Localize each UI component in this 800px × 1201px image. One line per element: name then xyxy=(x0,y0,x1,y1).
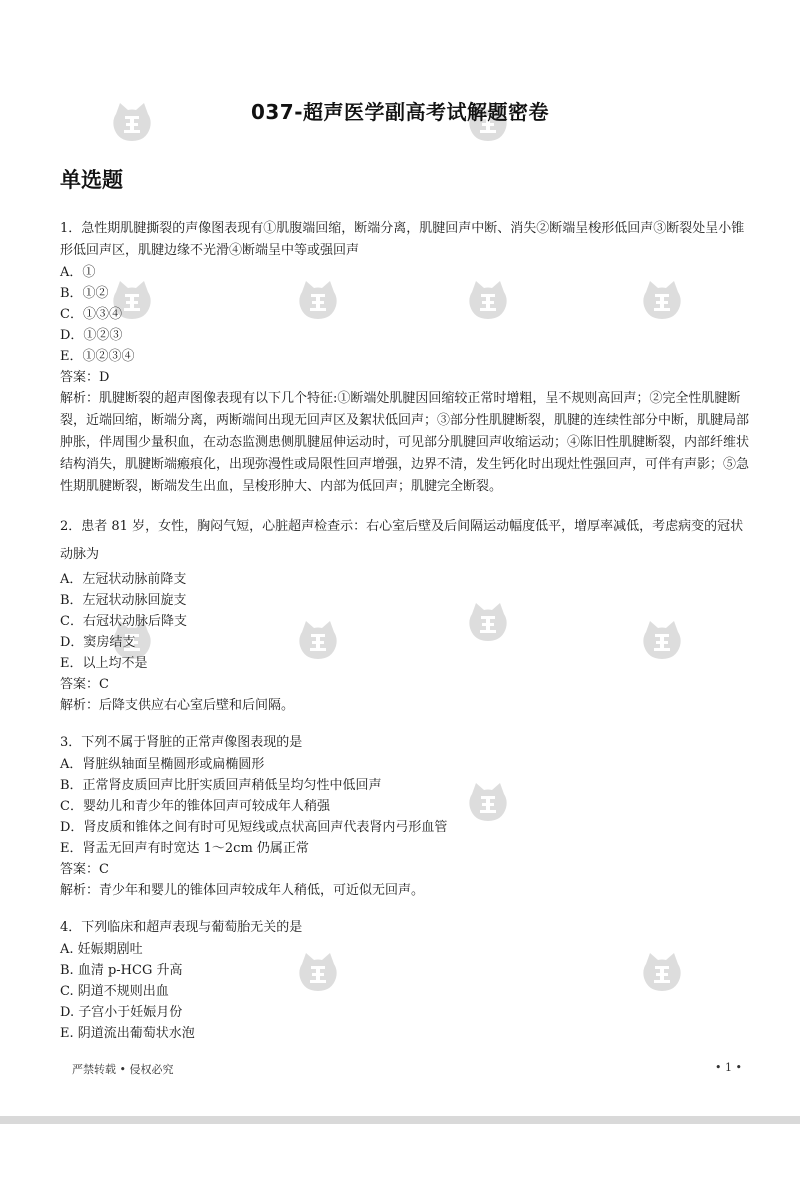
answer-option: A. 妊娠期剧吐 xyxy=(60,942,143,957)
question-stem: 4．下列临床和超声表现与葡萄胎无关的是 xyxy=(60,920,303,935)
document-title: 037-超声医学副高考试解题密卷 xyxy=(250,100,550,124)
answer-option: E．肾盂无回声有时宽达 1～2cm 仍属正常 xyxy=(60,841,309,856)
answer-option: B．①② xyxy=(60,286,109,301)
question-item xyxy=(60,732,750,902)
answer-option: C．①③④ xyxy=(60,307,122,322)
answer-explanation: 解析：青少年和婴儿的锥体回声较成年人稍低，可近似无回声。 xyxy=(60,883,425,898)
section-heading: 单选题 xyxy=(60,168,123,192)
question-stem: 3．下列不属于肾脏的正常声像图表现的是 xyxy=(60,735,303,750)
next-page-area xyxy=(0,1124,800,1201)
answer-option: E．以上均不是 xyxy=(60,656,148,671)
question-item xyxy=(60,513,750,717)
footer-copyright: 严禁转载 • 侵权必究 xyxy=(72,1063,174,1076)
answer-option: E．①②③④ xyxy=(60,349,135,364)
answer-option: C．右冠状动脉后降支 xyxy=(60,614,187,629)
question-list xyxy=(60,218,750,1059)
answer-option: C. 阴道不规则出血 xyxy=(60,984,169,999)
question-stem: 2．患者 81 岁，女性，胸闷气短，心脏超声检查示：右心室后壁及后间隔运动幅度低平，增厚率减低，考虑病变的冠状动脉为 xyxy=(60,519,744,562)
answer-option: E. 阴道流出葡萄状水泡 xyxy=(60,1026,195,1041)
answer-option: A．肾脏纵轴面呈椭圆形或扁椭圆形 xyxy=(60,757,265,772)
page-separator xyxy=(0,1116,800,1124)
answer-option: B．正常肾皮质回声比肝实质回声稍低呈均匀性中低回声 xyxy=(60,778,382,793)
question-item xyxy=(60,917,750,1044)
answer-key: 答案：C xyxy=(60,677,109,692)
answer-option: B．左冠状动脉回旋支 xyxy=(60,593,187,608)
answer-option: A．左冠状动脉前降支 xyxy=(60,572,187,587)
question-stem: 1．急性期肌腱撕裂的声像图表现有①肌腹端回缩，断端分离，肌腱回声中断、消失②断端呈梭形低回声③断裂处呈小锥形低回声区，肌腱边缘不光滑④断端呈中等或强回声 xyxy=(60,221,745,258)
answer-option: D．肾皮质和锥体之间有时可见短线或点状高回声代表肾内弓形血管 xyxy=(60,820,448,835)
answer-key: 答案：C xyxy=(60,862,109,877)
answer-option: C．婴幼儿和青少年的锥体回声可较成年人稍强 xyxy=(60,799,330,814)
answer-option: D．窦房结支 xyxy=(60,635,136,650)
answer-explanation: 解析：后降支供应右心室后壁和后间隔。 xyxy=(60,698,295,713)
answer-explanation: 解析：肌腱断裂的超声图像表现有以下几个特征:①断端处肌腱因回缩较正常时增粗，呈不规则高回声；②完全性肌腱断裂，近端回缩，断端分离，两断端间出现无回声区及絮状低回声；③部分性肌腱断裂，肌腱的连续性部分中断，肌腱局部肿胀，伴周围少量积血，在动态监测患侧肌腱屈伸运动时，可见部分肌腱回声收缩运动；④陈旧性肌腱断裂，内部纤维状结构消失，肌腱断端瘢痕化，出现弥漫性或局限性回声增强，边界不清，发生钙化时出现灶性强回声，可伴有声影；⑤急性期肌腱断裂，断端发生出血，呈梭形肿大、内部为低回声；肌腱完全断裂。 xyxy=(60,391,750,494)
answer-key: 答案：D xyxy=(60,370,110,385)
answer-option: D. 子宫小于妊娠月份 xyxy=(60,1005,183,1020)
answer-option: A．① xyxy=(60,265,96,280)
answer-option: D．①②③ xyxy=(60,328,123,343)
answer-option: B. 血清 p-HCG 升高 xyxy=(60,963,183,978)
question-item xyxy=(60,218,750,498)
page-number: • 1 • xyxy=(715,1061,742,1074)
